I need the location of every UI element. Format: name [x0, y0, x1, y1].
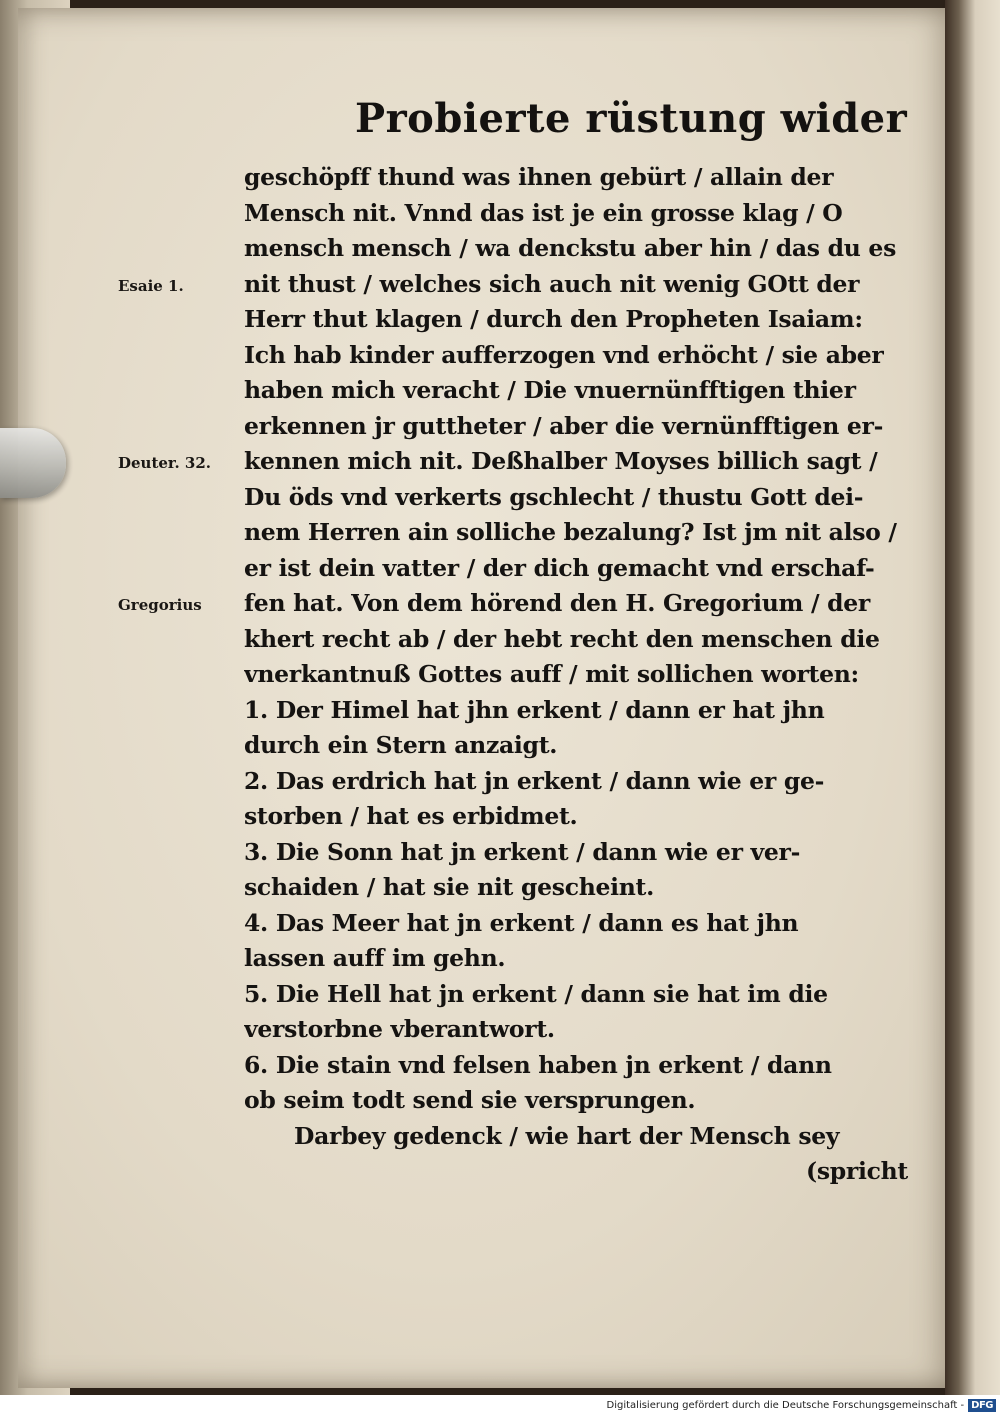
text-line: Mensch nit. Vnnd das ist je ein grosse klag / O — [244, 198, 843, 227]
text-line: khert recht ab / der hebt recht den menschen die — [244, 624, 880, 653]
text-line: mensch mensch / wa denckstu aber hin / das du es — [244, 234, 896, 262]
text-line: geschöpff thund was ihnen gebürt / allain der — [244, 163, 834, 191]
book-gutter — [945, 0, 1000, 1395]
marginal-note: Gregorius — [118, 596, 202, 614]
running-heading: Probierte rüstung wider — [355, 95, 908, 142]
text-line: Ich hab kinder aufferzogen vnd erhöcht / sie aber — [244, 340, 884, 369]
text-line: vnerkantnuß Gottes auff / mit sollichen worten: — [244, 660, 859, 688]
text-line: 1. Der Himel hat jhn erkent / dann er hat jhn — [244, 695, 825, 724]
text-line: 4. Das Meer hat jn erkent / dann es hat jhn — [244, 908, 799, 937]
text-line: Du öds vnd verkerts gschlecht / thustu Gott dei- — [244, 482, 864, 511]
marginal-note: Esaie 1. — [118, 276, 184, 295]
text-line: 5. Die Hell hat jn erkent / dann sie hat im die — [244, 979, 828, 1008]
text-line: kennen mich nit. Deßhalber Moyses billich sagt / — [244, 447, 878, 475]
footer-bar — [0, 1395, 1000, 1415]
footer-credit: Digitalisierung gefördert durch die Deutsche Forschungsgemeinschaft - — [606, 1399, 965, 1411]
text-line: nit thust / welches sich auch nit wenig GOtt der — [244, 269, 860, 298]
page-clip — [0, 428, 66, 498]
body-text — [244, 160, 920, 1190]
text-line: 2. Das erdrich hat jn erkent / dann wie er ge- — [244, 766, 825, 795]
catchword: (spricht — [806, 1157, 908, 1185]
text-line: 6. Die stain vnd felsen haben jn erkent / dann — [244, 1050, 832, 1079]
text-line: fen hat. Von dem hörend den H. Gregorium / der — [244, 589, 870, 617]
text-line: durch ein Stern anzaigt. — [244, 731, 558, 759]
text-line: erkennen jr guttheter / aber die vernünfftigen er- — [244, 411, 884, 440]
text-line: er ist dein vatter / der dich gemacht vnd erschaf- — [244, 553, 875, 582]
text-line: Darbey gedenck / wie hart der Mensch sey — [294, 1121, 840, 1150]
text-line: lassen auff im gehn. — [244, 944, 506, 972]
dfg-logo: DFG — [968, 1399, 996, 1412]
text-line: verstorbne vberantwort. — [244, 1015, 555, 1043]
text-line: 3. Die Sonn hat jn erkent / dann wie er ver- — [244, 837, 801, 866]
text-line: haben mich veracht / Die vnuernünfftigen thier — [244, 376, 856, 404]
marginal-note: Deuter. 32. — [118, 454, 211, 472]
text-line: storben / hat es erbidmet. — [244, 802, 578, 830]
text-line: schaiden / hat sie nit gescheint. — [244, 873, 654, 901]
text-line: nem Herren ain solliche bezalung? Ist jm nit also / — [244, 518, 897, 546]
text-line: Herr thut klagen / durch den Propheten Isaiam: — [244, 305, 863, 333]
text-line: ob seim todt send sie versprungen. — [244, 1086, 696, 1114]
